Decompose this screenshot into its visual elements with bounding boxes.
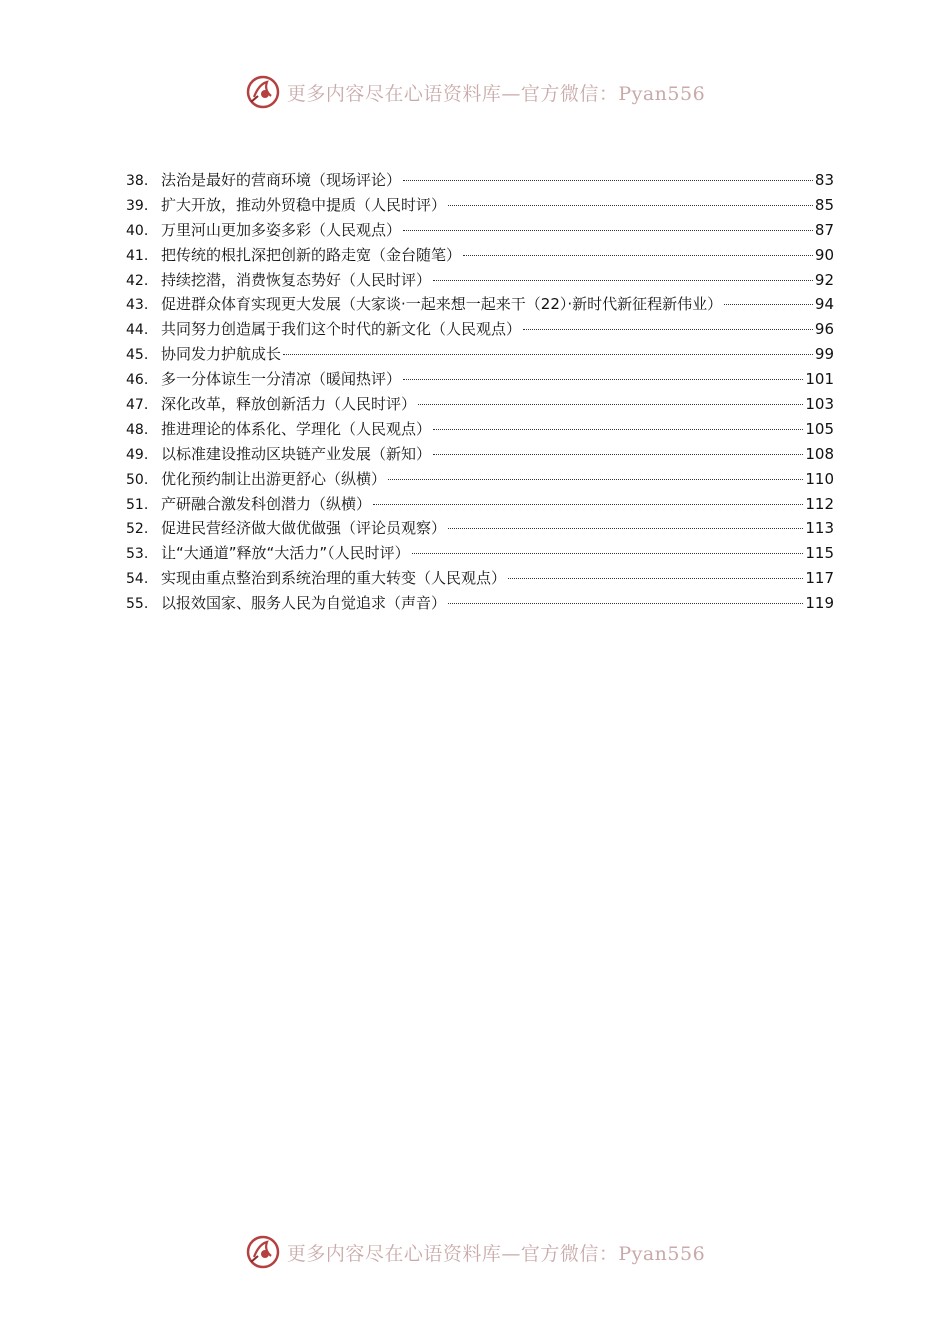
toc-entry-title[interactable]: 协同发力护航成长 [161,345,282,364]
toc-entry-number: 46. [126,372,149,389]
toc-entry-number: 41. [126,247,149,264]
toc-entry-number: 44. [126,322,149,339]
toc-entry[interactable] [126,342,834,367]
toc-entry-number: 49. [126,446,149,463]
toc-entry-title[interactable]: 扩大开放，推动外贸稳中提质（人民时评） [161,195,447,214]
toc-entry-page-number: 105 [805,419,834,438]
dot-leader [412,553,804,554]
seal-logo-icon [245,74,281,110]
toc-entry-title[interactable]: 优化预约制让出游更舒心（纵横） [161,469,387,488]
toc-entry-number: 43. [126,297,149,314]
toc-entry-number: 55. [126,596,149,613]
dot-leader [388,479,803,480]
toc-entry-number: 53. [126,546,149,563]
toc-entry-number: 50. [126,471,149,488]
dot-leader [373,504,803,505]
toc-entry-number: 51. [126,496,149,513]
footer-watermark-banner [0,1232,950,1272]
toc-entry[interactable] [126,541,834,566]
toc-entry[interactable] [126,566,834,591]
toc-entry-page-number: 113 [805,519,834,538]
toc-entry-page-number: 85 [814,195,834,214]
toc-entry-title[interactable]: 把传统的根扎深把创新的路走宽（金台随笔） [161,245,462,264]
toc-entry-number: 40. [126,222,149,239]
toc-entry-page-number: 112 [805,494,834,513]
toc-entry[interactable] [126,268,834,293]
toc-entry-page-number: 110 [805,469,834,488]
watermark-text: 更多内容尽在心语资料库—官方微信：Pyan556 [286,1242,706,1265]
dot-leader [403,379,803,380]
dot-leader [448,603,803,604]
dot-leader [403,230,813,231]
toc-entry-page-number: 83 [814,171,834,189]
toc-entry-title[interactable]: 推进理论的体系化、学理化（人民观点） [161,419,432,438]
toc-entry-title[interactable]: 促进群众体育实现更大发展（大家谈·一起来想一起来干（22）·新时代新征程新伟业） [161,295,723,314]
toc-entry-title[interactable]: 以标准建设推动区块链产业发展（新知） [161,444,432,463]
dot-leader [463,255,813,256]
toc-entry-title[interactable]: 万里河山更加多姿多彩（人民观点） [161,220,402,239]
toc-entry[interactable] [126,591,834,616]
toc-entry-page-number: 94 [814,295,834,314]
dot-leader [433,454,803,455]
toc-entry-number: 47. [126,397,149,414]
toc-entry[interactable] [126,168,834,193]
toc-entry[interactable] [126,218,834,243]
dot-leader [433,280,813,281]
toc-entry[interactable] [126,442,834,467]
dot-leader [508,578,803,579]
toc-entry[interactable] [126,467,834,492]
toc-entry-title[interactable]: 共同努力创造属于我们这个时代的新文化（人民观点） [161,320,522,339]
toc-entry-page-number: 119 [805,594,834,613]
toc-entry-title[interactable]: 以报效国家、服务人民为自觉追求（声音） [161,594,447,613]
toc-entry[interactable] [126,292,834,317]
toc-entry-title[interactable]: 让“大通道”释放“大活力”（人民时评） [161,544,410,563]
dot-leader [433,429,803,430]
toc-entry-page-number: 90 [814,245,834,264]
table-of-contents [126,168,834,616]
dot-leader [724,304,813,305]
toc-entry-page-number: 103 [805,395,834,414]
toc-entry-title[interactable]: 促进民营经济做大做优做强（评论员观察） [161,519,447,538]
toc-entry[interactable] [126,516,834,541]
watermark-text: 更多内容尽在心语资料库—官方微信：Pyan556 [286,82,706,105]
toc-entry-title[interactable]: 法治是最好的营商环境（现场评论） [161,171,402,189]
dot-leader [523,329,813,330]
toc-entry-page-number: 87 [814,220,834,239]
toc-entry[interactable] [126,317,834,342]
toc-entry[interactable] [126,492,834,517]
dot-leader [418,404,803,405]
toc-entry-page-number: 115 [805,544,834,563]
header-watermark-banner [0,72,950,112]
dot-leader [448,205,813,206]
toc-entry-page-number: 92 [814,270,834,289]
toc-entry-page-number: 101 [805,370,834,389]
toc-entry-page-number: 96 [814,320,834,339]
toc-entry[interactable] [126,392,834,417]
toc-entry-number: 38. [126,173,149,189]
dot-leader [283,354,813,355]
seal-logo-icon [245,1234,281,1270]
toc-entry-number: 45. [126,347,149,364]
dot-leader [403,180,813,181]
toc-entry-number: 54. [126,571,149,588]
toc-entry-page-number: 117 [805,569,834,588]
toc-entry-number: 42. [126,272,149,289]
toc-entry-title[interactable]: 产研融合激发科创潜力（纵横） [161,494,372,513]
toc-entry[interactable] [126,243,834,268]
toc-entry-page-number: 99 [814,345,834,364]
toc-entry[interactable] [126,367,834,392]
toc-entry-title[interactable]: 持续挖潜，消费恢复态势好（人民时评） [161,270,432,289]
toc-entry-title[interactable]: 实现由重点整治到系统治理的重大转变（人民观点） [161,569,507,588]
toc-entry-page-number: 108 [805,444,834,463]
toc-entry-number: 52. [126,521,149,538]
dot-leader [448,528,803,529]
toc-entry-number: 39. [126,197,149,214]
toc-entry[interactable] [126,417,834,442]
toc-entry-title[interactable]: 深化改革，释放创新活力（人民时评） [161,395,417,414]
toc-entry-title[interactable]: 多一分体谅生一分清凉（暖闻热评） [161,370,402,389]
toc-entry-number: 48. [126,421,149,438]
toc-entry[interactable] [126,193,834,218]
